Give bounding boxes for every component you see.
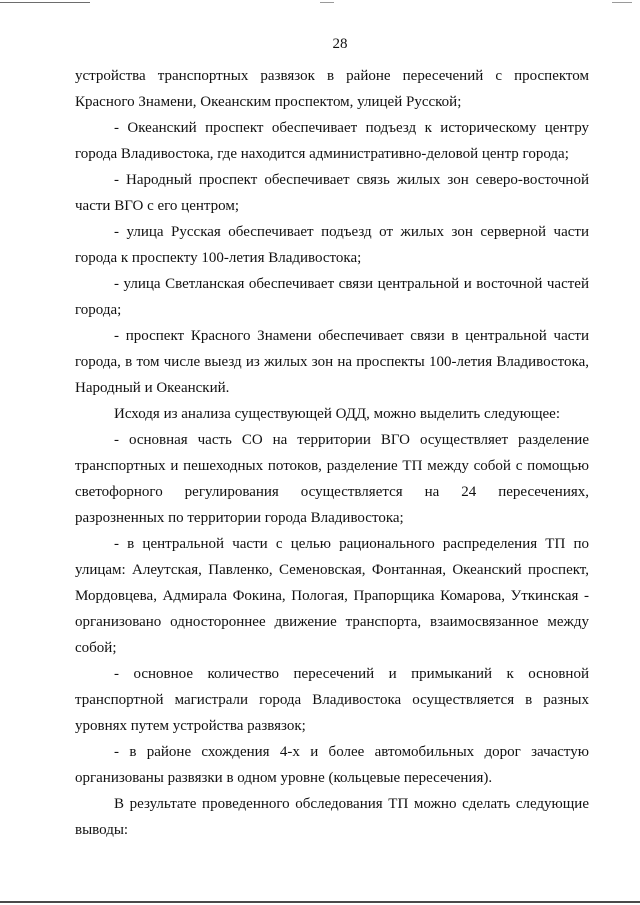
scan-edge-line: [0, 901, 640, 903]
paragraph: - основная часть СО на территории ВГО осуществляет разделение транспортных и пешеходных потоков, разделение ТП между собой с помощью светофорного регулирования осуществляется на 24 пересечениях, разрозненных по территории города Владивостока;: [75, 432, 589, 526]
paragraph: - улица Светланская обеспечивает связи центральной и восточной частей города;: [75, 276, 589, 318]
paragraph: - проспект Красного Знамени обеспечивает связи в центральной части города, в том числе выезд из жилых зон на проспекты 100-летия Владивостока, Народный и Океанский.: [75, 328, 589, 396]
scan-edge-mark: [320, 2, 334, 3]
paragraph: - в центральной части с целью рационального распределения ТП по улицам: Алеутская, Павленко, Семеновская, Фонтанная, Океанский проспект, Мордовцева, Адмирала Фокина, Пологая, Прапорщика Комарова, Уткинская - организовано одностороннее движение транспорта, взаимосвязанное между собой;: [75, 536, 589, 656]
paragraph: - улица Русская обеспечивает подъезд от жилых зон серверной части города к проспекту 100-летия Владивостока;: [75, 224, 589, 266]
page-number: 28: [332, 36, 348, 52]
paragraph: - Народный проспект обеспечивает связь жилых зон северо-восточной части ВГО с его центром;: [75, 172, 589, 214]
paragraph: устройства транспортных развязок в районе пересечений с проспектом Красного Знамени, Океанским проспектом, улицей Русской;: [75, 68, 589, 110]
scan-edge-mark: [612, 2, 632, 3]
paragraph: Исходя из анализа существующей ОДД, можно выделить следующее:: [114, 406, 561, 422]
paragraph: - основное количество пересечений и примыканий к основной транспортной магистрали города Владивостока осуществляется в разных уровнях путем устройства развязок;: [75, 666, 589, 734]
scan-edge-line: [0, 2, 90, 3]
document-body: [75, 63, 589, 843]
paragraph: В результате проведенного обследования ТП можно сделать следующие выводы:: [75, 796, 589, 838]
paragraph: - в районе схождения 4-х и более автомобильных дорог зачастую организованы развязки в одном уровне (кольцевые пересечения).: [75, 744, 589, 786]
paragraph: - Океанский проспект обеспечивает подъезд к историческому центру города Владивостока, где находится административно-деловой центр города;: [75, 120, 589, 162]
